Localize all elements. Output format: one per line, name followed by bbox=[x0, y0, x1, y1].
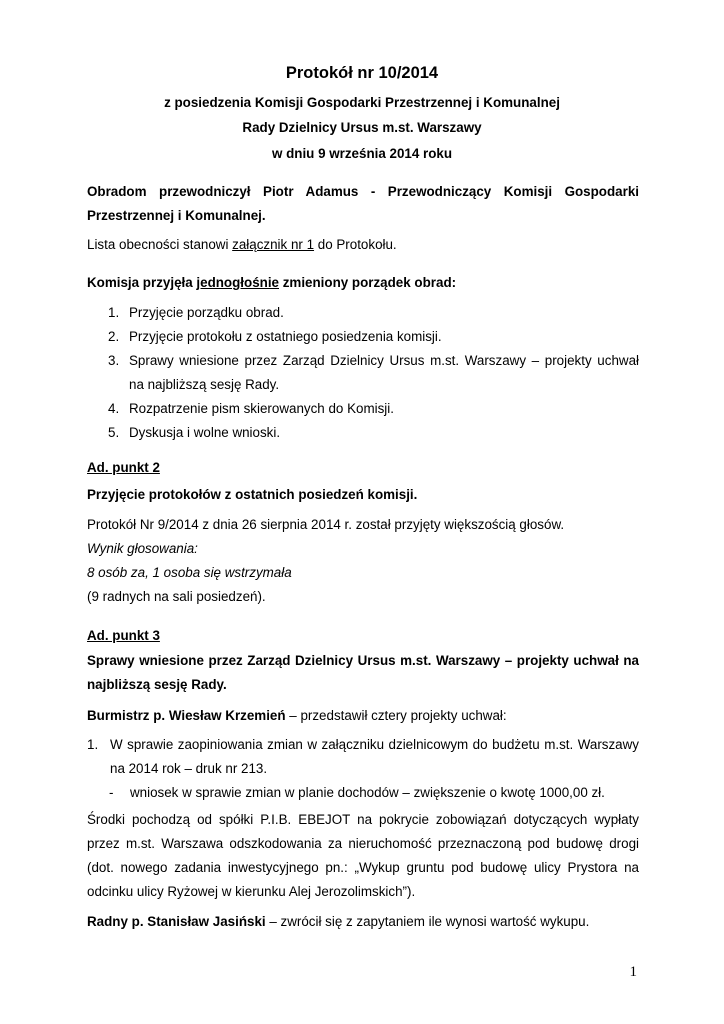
point3-label: Ad. punkt 3 bbox=[87, 628, 160, 643]
point2-body: Protokół Nr 9/2014 z dnia 26 sierpnia 2014 r. został przyjęty większością głosów. Wynik głosowania: 8 osób za, 1 osoba się wstrzymała (9 radnych na sali posiedzeń). bbox=[87, 517, 565, 604]
sub-item: - wniosek w sprawie zmian w planie dochodów – zwiększenie o kwotę 1000,00 zł. bbox=[109, 785, 605, 800]
list-item: 3. Sprawy wniesione przez Zarząd Dzielnicy Ursus m.st. Warszawy – projekty uchwał na najbliższą sesję Rady. bbox=[108, 353, 639, 392]
mayor-name: Burmistrz p. Wiesław Krzemień bbox=[87, 708, 286, 723]
agenda-list bbox=[87, 301, 639, 445]
point3-title: Sprawy wniesione przez Zarząd Dzielnicy Ursus m.st. Warszawy – projekty uchwał na najbliższą sesję Rady. bbox=[87, 653, 639, 692]
attachment-reference: załącznik nr 1 bbox=[232, 237, 315, 252]
funds-paragraph: Środki pochodzą od spółki P.I.B. EBEJOT na pokrycie zobowiązań dotyczących wypłaty przez m.st. Warszawa odszkodowania za nieruchomość przeznaczoną pod budowę drogi (dot. nowego zadania inwestycyjnego pn.: „Wykup gruntu pod budowę ulicy Prystora na odcinku ulicy Ryżowej w kierunku Alej Jerozolimskich”). bbox=[87, 812, 639, 899]
council-name: Rady Dzielnicy Ursus m.st. Warszawy bbox=[242, 120, 482, 135]
councillor-name: Radny p. Stanisław Jasiński bbox=[87, 914, 266, 929]
point2-label: Ad. punkt 2 bbox=[87, 460, 160, 475]
protocol-title: Protokół nr 10/2014 bbox=[285, 64, 439, 82]
agenda-heading: Komisja przyjęła jednogłośnie zmieniony porządek obrad: bbox=[87, 275, 457, 290]
list-item: 1. Przyjęcie porządku obrad. bbox=[108, 305, 284, 320]
list-item: 1. W sprawie zaopiniowania zmian w załączniku dzielnicowym do budżetu m.st. Warszawy na 2014 rok – druk nr 213. bbox=[87, 737, 639, 776]
page-number: 1 bbox=[629, 964, 637, 980]
mayor-statement: Burmistrz p. Wiesław Krzemień – przedstawił cztery projekty uchwał: bbox=[87, 708, 507, 723]
attendance-note: Lista obecności stanowi załącznik nr 1 do Protokołu. bbox=[87, 237, 397, 252]
list-item: 5. Dyskusja i wolne wnioski. bbox=[108, 425, 281, 440]
point2-title: Przyjęcie protokołów z ostatnich posiedzeń komisji. bbox=[87, 487, 418, 502]
meeting-subtitle: z posiedzenia Komisji Gospodarki Przestrzennej i Komunalnej bbox=[164, 95, 560, 110]
list-item: 2. Przyjęcie protokołu z ostatniego posiedzenia komisji. bbox=[108, 329, 442, 344]
resolution-list bbox=[87, 733, 639, 805]
councillor-question: Radny p. Stanisław Jasiński – zwrócił się z zapytaniem ile wynosi wartość wykupu. bbox=[87, 914, 590, 929]
list-item: 4. Rozpatrzenie pism skierowanych do Komisji. bbox=[108, 401, 394, 416]
meeting-date: w dniu 9 września 2014 roku bbox=[271, 146, 453, 161]
chair-statement: Obradom przewodniczył Piotr Adamus - Przewodniczący Komisji Gospodarki Przestrzennej i Komunalnej. bbox=[87, 184, 639, 223]
